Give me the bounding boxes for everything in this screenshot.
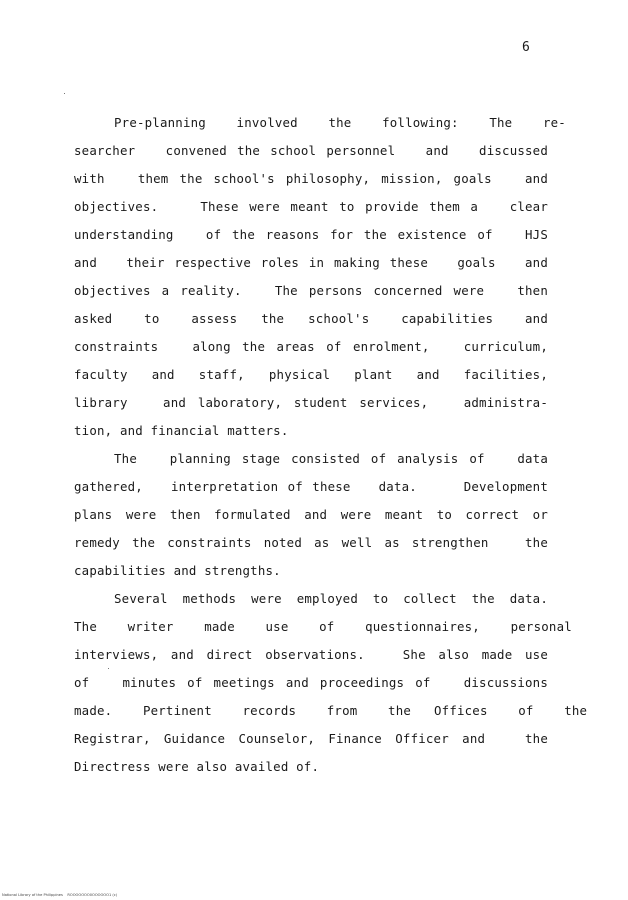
scan-speck (64, 93, 65, 94)
text-line: gathered, interpretation of these data. Development (74, 479, 548, 494)
scan-speck (108, 668, 109, 669)
text-line: asked to assess the school's capabilities and (74, 311, 548, 326)
text-line: capabilities and strengths. (74, 563, 281, 578)
text-line: plans were then formulated and were meant to correct or (74, 507, 548, 522)
text-line: interviews, and direct observations. She also made use (74, 647, 548, 662)
text-line: understanding of the reasons for the existence of HJS (74, 227, 548, 242)
text-line: faculty and staff, physical plant and facilities, (74, 367, 548, 382)
text-line: remedy the constraints noted as well as strengthen the (74, 535, 548, 550)
text-line: The writer made use of questionnaires, personal (74, 619, 572, 634)
text-line: of minutes of meetings and proceedings of discussions (74, 675, 548, 690)
text-line: library and laboratory, student services, administra- (74, 395, 548, 410)
text-line: The planning stage consisted of analysis of data (114, 451, 548, 466)
text-line: and their respective roles in making these goals and (74, 255, 548, 270)
text-line: Directress were also availed of. (74, 759, 320, 774)
text-line: Several methods were employed to collect the data. (114, 591, 548, 606)
text-line: tion, and financial matters. (74, 423, 289, 438)
text-line: constraints along the areas of enrolment, curriculum, (74, 339, 548, 354)
text-line: with them the school's philosophy, mission, goals and (74, 171, 548, 186)
text-line: Registrar, Guidance Counselor, Finance Officer and the (74, 731, 548, 746)
text-line: Pre-planning involved the following: The re- (114, 115, 566, 130)
text-line: searcher convened the school personnel and discussed (74, 143, 548, 158)
footer-watermark: National Library of the Philippines ROOOOOOO0OOOOOO1 (c) (2, 893, 118, 897)
text-line: made. Pertinent records from the Offices of the (74, 703, 588, 718)
text-line: objectives a reality. The persons concerned were then (74, 283, 548, 298)
text-line: objectives. These were meant to provide them a clear (74, 199, 548, 214)
page-number: 6 (522, 40, 530, 55)
